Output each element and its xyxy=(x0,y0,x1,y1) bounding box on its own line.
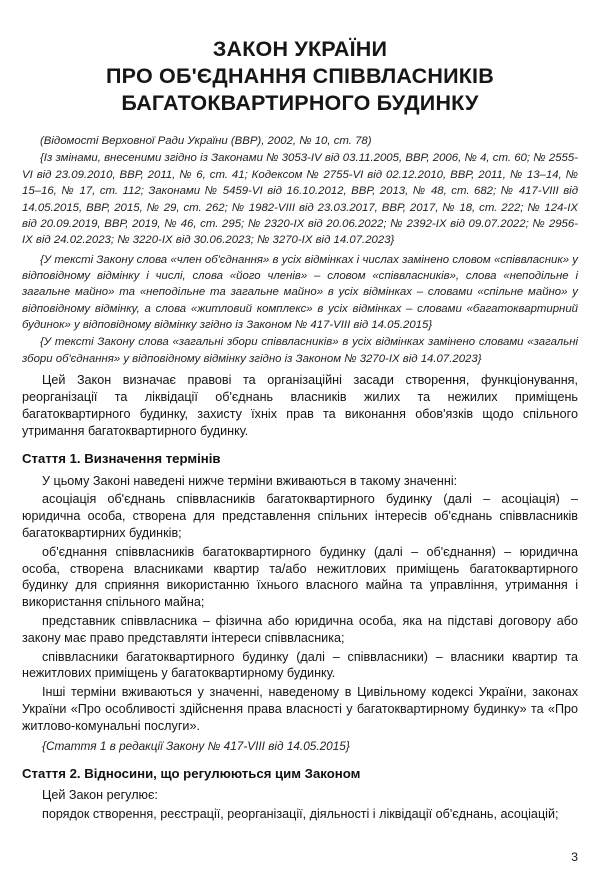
title-line-2: ПРО ОБ'ЄДНАННЯ СПІВВЛАСНИКІВ xyxy=(106,64,494,89)
definition-representative: представник співвласника – фізична або юридична особа, яка на підставі договору або закону має право представляти інтереси співвласника; xyxy=(22,614,578,645)
article-heading-2: Стаття 2. Відносини, що регулюються цим Законом xyxy=(22,766,361,782)
page-number: 3 xyxy=(571,850,578,864)
terminology-note-1: {У тексті Закону слова «член об'єднання» в усіх відмінках і числах замінено словом «співвласник» у відповідному відмінку і числі, слова «його членів» – словом «співвласників», слова «неподільне і загальне майно» та «неподільне та загальне майно» в усіх відмінках – словами «спільне майно» у відповідному відмінку, а слова «житловий комплекс» в усіх відмінках – словами «багатоквартирний будинок» у відповідному відмінку згідно із Законом № 417-VIII від 14.05.2015} xyxy=(22,253,578,332)
article-heading-1: Стаття 1. Визначення термінів xyxy=(22,451,221,467)
definition-association: асоціація об'єднань співвласників багатоквартирного будинку (далі – асоціація) – юридична особа, створена для представлення спільних інтересів об'єднань співвласників багатоквартирних будинків; xyxy=(22,492,578,540)
article-2-item-1: порядок створення, реєстрації, реорганізації, діяльності і ліквідації об'єднань, асоціацій; xyxy=(42,807,559,822)
source-reference: (Відомості Верховної Ради України (ВВР), 2002, № 10, ст. 78) xyxy=(40,135,372,148)
article-2-lead: Цей Закон регулює: xyxy=(42,788,158,803)
page-title xyxy=(22,0,578,117)
definition-co-owners: співвласники багатоквартирного будинку (далі – співвласники) – власники квартир та нежитлових приміщень у багатоквартирному будинку. xyxy=(22,649,578,681)
article-1-closing: Інші терміни вживаються у значенні, наведеному в Цивільному кодексі України, законах України «Про особливості здійснення права власності у багатоквартирному будинку» та «Про житлово-комунальні послуги». xyxy=(22,685,578,733)
preamble-paragraph: Цей Закон визначає правові та організаційні засади створення, функціонування, реорганізації та ліквідації об'єднань власників жилих та нежилих приміщень багатоквартирного будинку, захисту їхніх прав та виконання обов'язків щодо спільного утримання багатоквартирного будинку. xyxy=(22,373,578,438)
article-1-lead: У цьому Законі наведені нижче терміни вживаються в такому значенні: xyxy=(42,473,458,488)
amendments-note: {Із змінами, внесеними згідно із Законами № 3053-IV від 03.11.2005, ВВР, 2006, № 4, ст. 60; № 2555-VI від 23.09.2010, ВВР, 2011, № 6, ст. 41; Кодексом № 2755-VI від 02.12.2010, ВВР, 2011, № 13–14, № 15–16, № 17, ст. 112; Законами № 5459-VI від 16.10.2012, ВВР, 2013, № 48, ст. 682; № 417-VIII від 14.05.2015, ВВР, 2015, № 29, ст. 262; № 1982-VIII від 23.03.2017, ВВР, 2017, № 18, ст. 222; № 124-IX від 20.09.2019, ВВР, 2019, № 46, ст. 295; № 2320-IX від 20.06.2022; № 2392-IX від 09.07.2022; № 2956-IX від 24.02.2023; № 3220-IX від 30.06.2023; № 3270-IX від 14.07.2023} xyxy=(22,152,578,247)
definition-obednannya: об'єднання співвласників багатоквартирного будинку (далі – об'єднання) – юридична особа, створена власниками квартир та/або нежитлових приміщень багатоквартирного будинку для сприяння використанню їхнього власного майна та управління, утримання і використання спільного майна; xyxy=(22,544,578,610)
title-line-3: БАГАТОКВАРТИРНОГО БУДИНКУ xyxy=(121,91,479,116)
terminology-note-2: {У тексті Закону слова «загальні збори співвласників» в усіх відмінках замінено словами «загальні збори об'єднання» у відповідному відмінку згідно із Законом № 3270-IX від 14.07.2023} xyxy=(22,336,578,365)
article-1-edit-note: {Стаття 1 в редакції Закону № 417-VIII від 14.05.2015} xyxy=(42,738,350,753)
title-line-1: ЗАКОН УКРАЇНИ xyxy=(212,37,388,61)
